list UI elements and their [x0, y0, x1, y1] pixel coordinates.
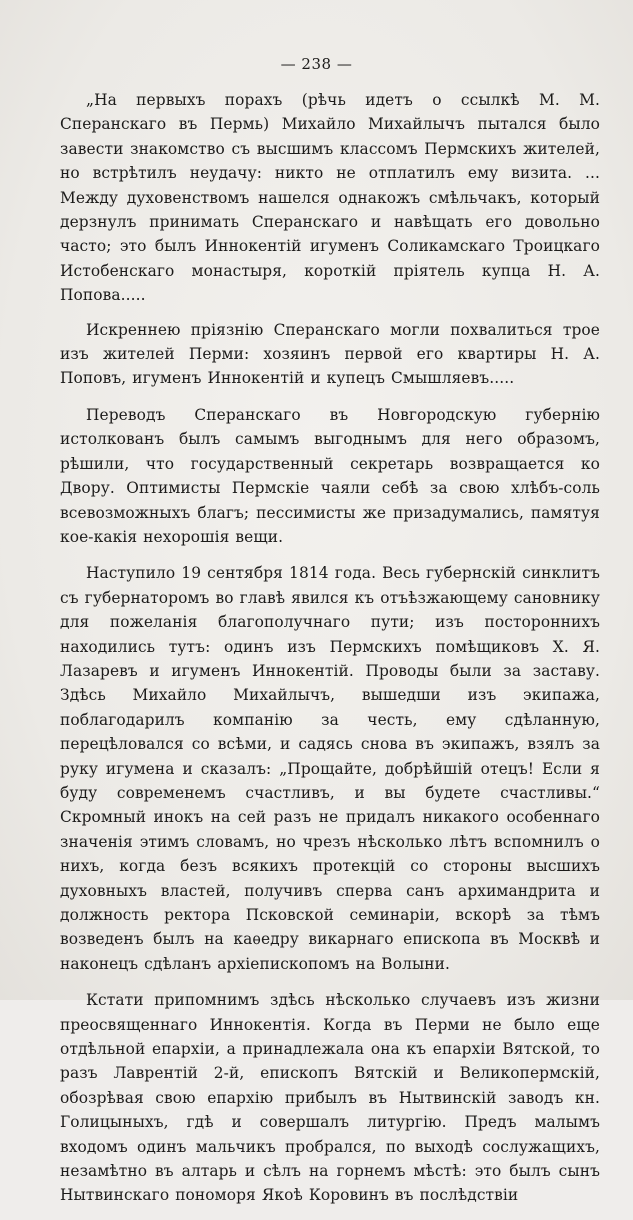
paragraph-5: Кстати припомнимъ здѣсь нѣсколько случаевъ изъ жизни преосвященнаго Иннокентія. Когда въ Перми не было еще отдѣльной епархіи, а принадлежала она къ епархіи Вятской, то разъ Лаврентій 2-й, епископъ Вятскій и Великопермскій, обозрѣвая свою епархію прибылъ въ Нытвинскій заводъ кн. Голицыныхъ, гдѣ и совершалъ литургію. Предъ малымъ входомъ одинъ мальчикъ пробрался, по выходѣ сослужащихъ, незамѣтно въ алтарь и сѣлъ на горнемъ мѣстѣ: это былъ сынъ Нытвинскаго пономоря Якоѣ Коровинъ въ послѣдствіи — [60, 991, 600, 1205]
paragraph-2: Искреннею пріязнію Сперанскаго могли похвалиться трое изъ жителей Перми: хозяинъ первой его квартиры Н. А. Поповъ, игуменъ Иннокентій и купецъ Смышляевъ..... — [60, 320, 600, 388]
body-text — [60, 88, 600, 1220]
paragraph-1: „На первыхъ порахъ (рѣчь идетъ о ссылкѣ М. М. Сперанскаго въ Пермь) Михайло Михайлычъ пытался было завести знакомство съ высшимъ классомъ Пермскихъ жителей, но встрѣтилъ неудачу: никто не отплатилъ ему визита. ... Между духовенствомъ нашелся однакожъ смѣльчакъ, который дерзнулъ принимать Сперанскаго и навѣщать его довольно часто; это былъ Иннокентій игуменъ Соликамскаго Троицкаго Истобенскаго монастыря, короткій пріятель купца Н. А. Попова..... — [60, 91, 600, 305]
paragraph-3: Переводъ Сперанскаго въ Новгородскую губернію истолкованъ былъ самымъ выгоднымъ для него образомъ, рѣшили, что государственный секретарь возвращается ко Двору. Оптимисты Пермскіе чаяли себѣ за свою хлѣбъ-соль всевозможныхъ благъ; пессимисты же призадумались, памятуя кое-какія нехорошія вещи. — [60, 405, 600, 546]
paragraph-4: Наступило 19 сентября 1814 года. Весь губернскій синклитъ съ губернаторомъ во главѣ явился къ отъѣзжающему сановнику для пожеланія благополучнаго пути; изъ постороннихъ находились тутъ: одинъ изъ Пермскихъ помѣщиковъ Х. Я. Лазаревъ и игуменъ Иннокентій. Проводы были за заставу. Здѣсь Михайло Михайлычъ, вышедши изъ экипажа, поблагодарилъ компанію за честь, ему сдѣланную, перецѣловался со всѣми, и садясь снова въ экипажъ, взялъ за руку игумена и сказалъ: „Прощайте, добрѣйшій отецъ! Если я буду современемъ счастливъ, и вы будете счастливы.“ Скромный инокъ на сей разъ не придалъ никакого особеннаго значенія этимъ словамъ, но чрезъ нѣсколько лѣтъ вспомнилъ о нихъ, когда безъ всякихъ протекцій со стороны высшихъ духовныхъ властей, получивъ сперва санъ архимандрита и должность ректора Псковской семинаріи, вскорѣ за тѣмъ возведенъ былъ на каѳедру викарнаго епископа въ Москвѣ и наконецъ сдѣланъ архіепископомъ на Волыни. — [60, 564, 600, 973]
page-number: — 238 — — [280, 55, 353, 73]
